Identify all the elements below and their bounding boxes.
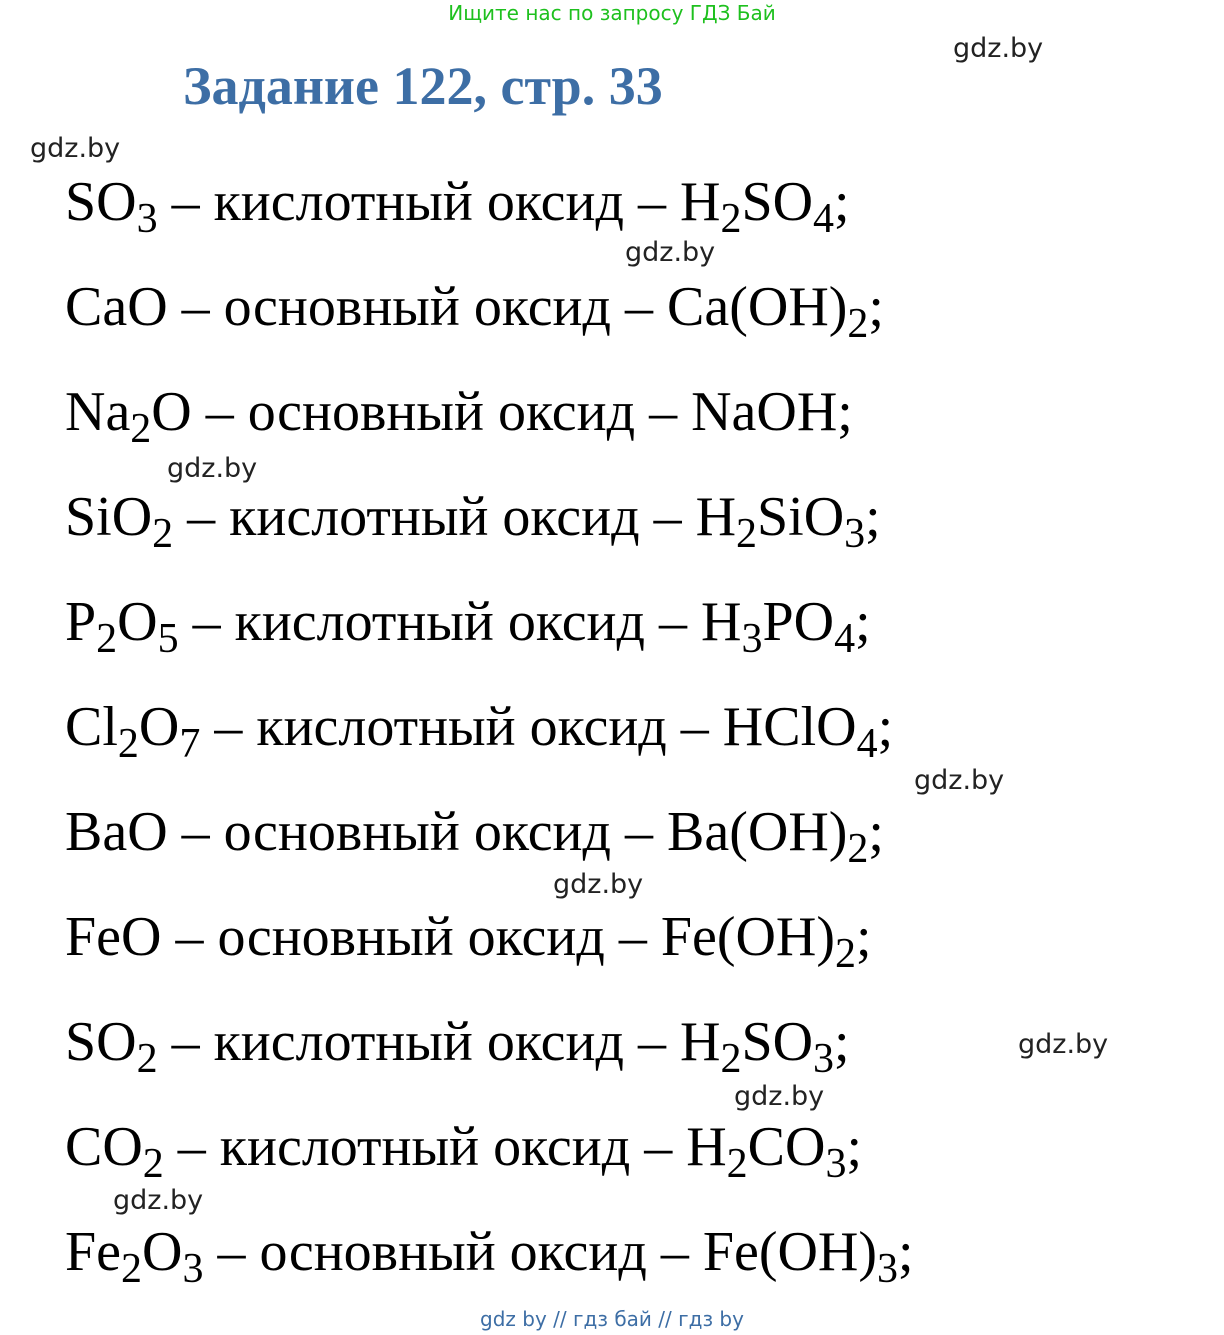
watermark: gdz.by xyxy=(734,1081,825,1112)
terminator: ; xyxy=(846,1116,863,1178)
separator: – xyxy=(200,696,257,758)
hydroxide-formula xyxy=(722,696,878,767)
subscript: 3 xyxy=(182,1245,204,1292)
oxide-type: основный оксид xyxy=(247,381,636,443)
terminator: ; xyxy=(856,906,872,968)
separator: – xyxy=(161,906,218,968)
separator: – xyxy=(611,276,668,338)
formula-text: Fe(OH) xyxy=(702,1221,877,1283)
hydroxide-formula xyxy=(695,486,866,557)
hydroxide-formula xyxy=(667,276,869,347)
formula-text: PO xyxy=(762,591,835,653)
subscript: 3 xyxy=(825,1140,847,1187)
watermark: gdz.by xyxy=(553,869,644,900)
formula-text: H xyxy=(695,486,737,548)
separator: – xyxy=(639,486,696,548)
terminator: ; xyxy=(868,801,884,863)
separator: – xyxy=(624,171,680,233)
formula-text: SO xyxy=(65,1011,137,1073)
oxide-formula xyxy=(65,801,168,863)
separator: – xyxy=(178,591,235,653)
oxide-formula xyxy=(65,486,174,557)
oxide-type: основный оксид xyxy=(217,906,605,968)
subscript: 2 xyxy=(726,1140,748,1187)
subscript: 3 xyxy=(741,615,763,662)
oxide-formula xyxy=(65,906,161,968)
subscript: 2 xyxy=(136,1035,158,1082)
subscript: 3 xyxy=(844,510,866,557)
oxide-type: кислотный оксид xyxy=(213,171,624,233)
formula-text: HClO xyxy=(722,696,857,758)
formula-text: O xyxy=(151,381,192,443)
subscript: 2 xyxy=(835,930,856,977)
oxide-type: основный оксид xyxy=(223,801,612,863)
formula-text: BaO xyxy=(65,801,168,863)
page-title: Задание 122, стр. 33 xyxy=(183,56,663,116)
oxide-type: кислотный оксид xyxy=(229,486,640,548)
oxide-formula xyxy=(65,1116,164,1187)
equation-line xyxy=(65,1010,850,1082)
separator: – xyxy=(630,1116,687,1178)
equation-line xyxy=(65,590,871,662)
terminator: ; xyxy=(834,171,850,233)
separator: – xyxy=(645,591,702,653)
subscript: 2 xyxy=(720,1035,742,1082)
formula-text: Ba(OH) xyxy=(667,801,848,863)
hydroxide-formula xyxy=(691,381,837,443)
separator: – xyxy=(646,1221,703,1283)
formula-text: P xyxy=(65,591,97,653)
separator: – xyxy=(635,381,692,443)
oxide-formula xyxy=(65,276,168,338)
subscript: 3 xyxy=(136,195,158,242)
formula-text: H xyxy=(701,591,742,653)
watermark: gdz.by xyxy=(167,453,258,484)
subscript: 2 xyxy=(117,720,139,767)
subscript: 2 xyxy=(847,300,869,347)
formula-text: Fe xyxy=(65,1221,121,1283)
oxide-formula xyxy=(65,696,201,767)
subscript: 4 xyxy=(813,195,835,242)
separator: – xyxy=(167,276,224,338)
oxide-type: кислотный оксид xyxy=(219,1116,631,1178)
terminator: ; xyxy=(837,381,853,443)
formula-text: Na xyxy=(65,381,131,443)
oxide-formula xyxy=(65,171,158,242)
subscript: 2 xyxy=(847,825,869,872)
subscript: 2 xyxy=(720,195,742,242)
separator: – xyxy=(167,801,224,863)
equation-line xyxy=(65,380,853,452)
equation-line xyxy=(65,695,894,767)
equation-line xyxy=(65,485,881,557)
formula-text: Fe(OH) xyxy=(660,906,835,968)
formula-text: O xyxy=(117,591,158,653)
watermark: gdz.by xyxy=(30,133,121,164)
separator: – xyxy=(173,486,230,548)
formula-text: O xyxy=(138,696,180,758)
formula-text: FeO xyxy=(65,906,162,968)
separator: – xyxy=(666,696,723,758)
watermark: gdz.by xyxy=(1018,1029,1109,1060)
separator: – xyxy=(624,1011,680,1073)
formula-text: SO xyxy=(741,171,814,233)
hydroxide-formula xyxy=(686,1116,847,1187)
equation-line xyxy=(65,275,884,347)
footer-links: gdz by // гдз бай // гдз by xyxy=(480,1307,744,1331)
hydroxide-formula xyxy=(701,591,856,662)
formula-text: SO xyxy=(741,1011,814,1073)
subscript: 4 xyxy=(834,615,856,662)
formula-text: NaOH xyxy=(691,381,838,443)
hydroxide-formula xyxy=(660,906,856,977)
subscript: 2 xyxy=(96,615,118,662)
hydroxide-formula xyxy=(702,1221,898,1292)
watermark: gdz.by xyxy=(113,1185,204,1216)
separator: – xyxy=(163,1116,220,1178)
separator: – xyxy=(191,381,248,443)
subscript: 2 xyxy=(142,1140,164,1187)
oxide-formula xyxy=(65,591,179,662)
terminator: ; xyxy=(898,1221,914,1283)
search-banner: Ищите нас по запросу ГДЗ Бай xyxy=(448,1,776,25)
subscript: 2 xyxy=(121,1245,142,1292)
oxide-formula xyxy=(65,1221,204,1292)
terminator: ; xyxy=(855,591,871,653)
equation-line xyxy=(65,800,884,872)
watermark: gdz.by xyxy=(625,237,716,268)
terminator: ; xyxy=(834,1011,850,1073)
terminator: ; xyxy=(868,276,884,338)
oxide-type: основный оксид xyxy=(259,1221,647,1283)
terminator: ; xyxy=(865,486,881,548)
watermark: gdz.by xyxy=(953,33,1044,64)
formula-text: CaO xyxy=(65,276,168,338)
subscript: 2 xyxy=(152,510,174,557)
formula-text: CO xyxy=(747,1116,826,1178)
subscript: 3 xyxy=(877,1245,898,1292)
separator: – xyxy=(203,1221,260,1283)
separator: – xyxy=(157,1011,214,1073)
formula-text: Ca(OH) xyxy=(667,276,848,338)
terminator: ; xyxy=(877,696,894,758)
subscript: 7 xyxy=(179,720,201,767)
subscript: 3 xyxy=(813,1035,835,1082)
watermark: gdz.by xyxy=(914,765,1005,796)
oxide-formula xyxy=(65,381,192,452)
subscript: 4 xyxy=(856,720,878,767)
equation-line xyxy=(65,1220,914,1292)
formula-text: H xyxy=(680,1011,721,1073)
separator: – xyxy=(157,171,214,233)
oxide-type: кислотный оксид xyxy=(213,1011,624,1073)
oxide-type: кислотный оксид xyxy=(256,696,667,758)
formula-text: Cl xyxy=(65,696,118,758)
equation-line xyxy=(65,905,872,977)
formula-text: H xyxy=(680,171,721,233)
formula-text: O xyxy=(142,1221,183,1283)
formula-text: CO xyxy=(65,1116,143,1178)
oxide-type: кислотный оксид xyxy=(234,591,646,653)
oxide-type: основный оксид xyxy=(223,276,612,338)
formula-text: SO xyxy=(65,171,137,233)
hydroxide-formula xyxy=(667,801,869,872)
formula-text: H xyxy=(686,1116,727,1178)
subscript: 2 xyxy=(130,405,152,452)
separator: – xyxy=(611,801,668,863)
separator: – xyxy=(604,906,661,968)
formula-text: SiO xyxy=(65,486,153,548)
subscript: 5 xyxy=(157,615,179,662)
equation-line xyxy=(65,170,850,242)
equation-line xyxy=(65,1115,863,1187)
oxide-formula xyxy=(65,1011,158,1082)
hydroxide-formula xyxy=(680,1011,835,1082)
subscript: 2 xyxy=(736,510,758,557)
hydroxide-formula xyxy=(680,171,835,242)
formula-text: SiO xyxy=(757,486,845,548)
